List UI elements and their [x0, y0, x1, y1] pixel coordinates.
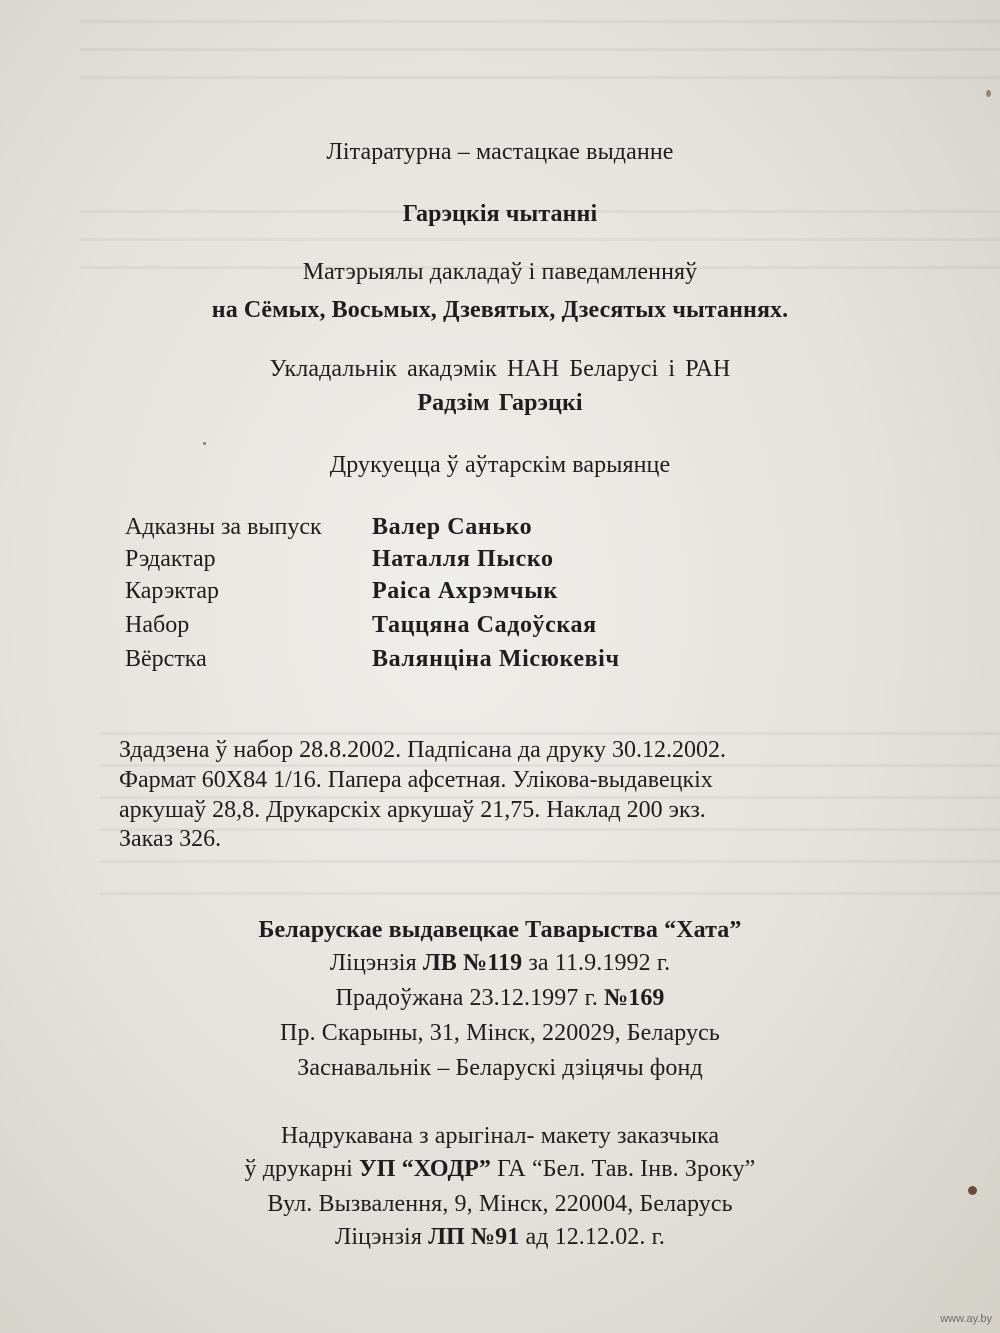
subtitle-line-1: Матэрыялы дакладаў і паведамленняў: [302, 259, 698, 285]
staff-row: [125, 612, 597, 639]
compiler-line: Укладальнік акадэмік НАН Беларусі і РАН: [269, 356, 731, 382]
staff-name: Валер Санько: [372, 514, 533, 540]
compiler-name: Радзім Гарэцкі: [417, 390, 583, 416]
license-date: за 11.9.1992 г.: [522, 950, 671, 976]
license-extension: [0, 985, 1000, 1012]
printer-name: УП “ХОДР”: [359, 1156, 491, 1182]
genre-line: Літаратурна – мастацкае выданне: [326, 139, 674, 165]
print-detail-line: аркушаў 28,8. Друкарскіх аркушаў 21,75. Наклад 200 экз.: [119, 797, 706, 823]
publisher-founder: Заснавальнік – Беларускі дзіцячы фонд: [297, 1055, 703, 1081]
publisher-address: Пр. Скарыны, 31, Мінск, 220029, Беларусь: [280, 1020, 720, 1046]
edition-note: Друкуецца ў аўтарскім варыянце: [329, 452, 671, 478]
staff-role: Карэктар: [125, 578, 220, 604]
staff-row: [125, 546, 554, 573]
print-detail-line: Здадзена ў набор 28.8.2002. Падпісана да друку 30.12.2002.: [119, 737, 727, 763]
license-number: ЛВ №119: [422, 950, 523, 976]
staff-row: [125, 514, 532, 541]
paper-speck: [203, 442, 206, 445]
show-through-texture: [80, 10, 1000, 100]
staff-name: Наталля Пыско: [372, 546, 554, 572]
printer-line-2: [0, 1156, 1000, 1183]
staff-name: Таццяна Садоўская: [372, 612, 597, 638]
site-watermark: www.ay.by: [940, 1313, 992, 1325]
extension-number: №169: [604, 985, 665, 1011]
staff-row: [125, 578, 558, 605]
paper-speck: [986, 90, 991, 97]
print-detail-line: Фармат 60X84 1/16. Папера афсетная. Улікова-выдавецкіх: [119, 767, 713, 793]
printer-license-number: ЛП №91: [428, 1224, 520, 1250]
staff-role: Рэдактар: [125, 546, 216, 572]
staff-row: [125, 646, 620, 673]
printer-license: [0, 1224, 1000, 1251]
publisher-name: Беларускае выдавецкае Таварыства “Хата”: [258, 917, 742, 943]
printer-prefix: ў друкарні: [244, 1156, 360, 1182]
print-detail-line: Заказ 326.: [119, 826, 222, 852]
staff-name: Валянціна Місюкевіч: [372, 646, 620, 672]
printer-line-1: Надрукавана з арыгінал- макету заказчыка: [280, 1123, 720, 1149]
staff-name: Раіса Ахрэмчык: [372, 578, 558, 604]
publisher-license: [0, 950, 1000, 977]
book-title: Гарэцкія чытанні: [402, 201, 598, 227]
staff-role: Вёрстка: [125, 646, 207, 672]
staff-role: Адказны за выпуск: [125, 514, 322, 540]
printer-address: Вул. Вызвалення, 9, Мінск, 220004, Беларусь: [267, 1191, 733, 1217]
subtitle-line-2: на Сёмых, Восьмых, Дзевятых, Дзесятых чытаннях.: [211, 297, 789, 323]
printer-owner: ГА “Бел. Тав. Інв. Зроку”: [490, 1156, 756, 1182]
license-prefix: Ліцэнзія: [329, 950, 423, 976]
printer-license-date: ад 12.12.02. г.: [519, 1224, 665, 1250]
printer-license-prefix: Ліцэнзія: [335, 1224, 429, 1250]
staff-role: Набор: [125, 612, 190, 638]
extension-text: Прадоўжана 23.12.1997 г.: [335, 985, 605, 1011]
